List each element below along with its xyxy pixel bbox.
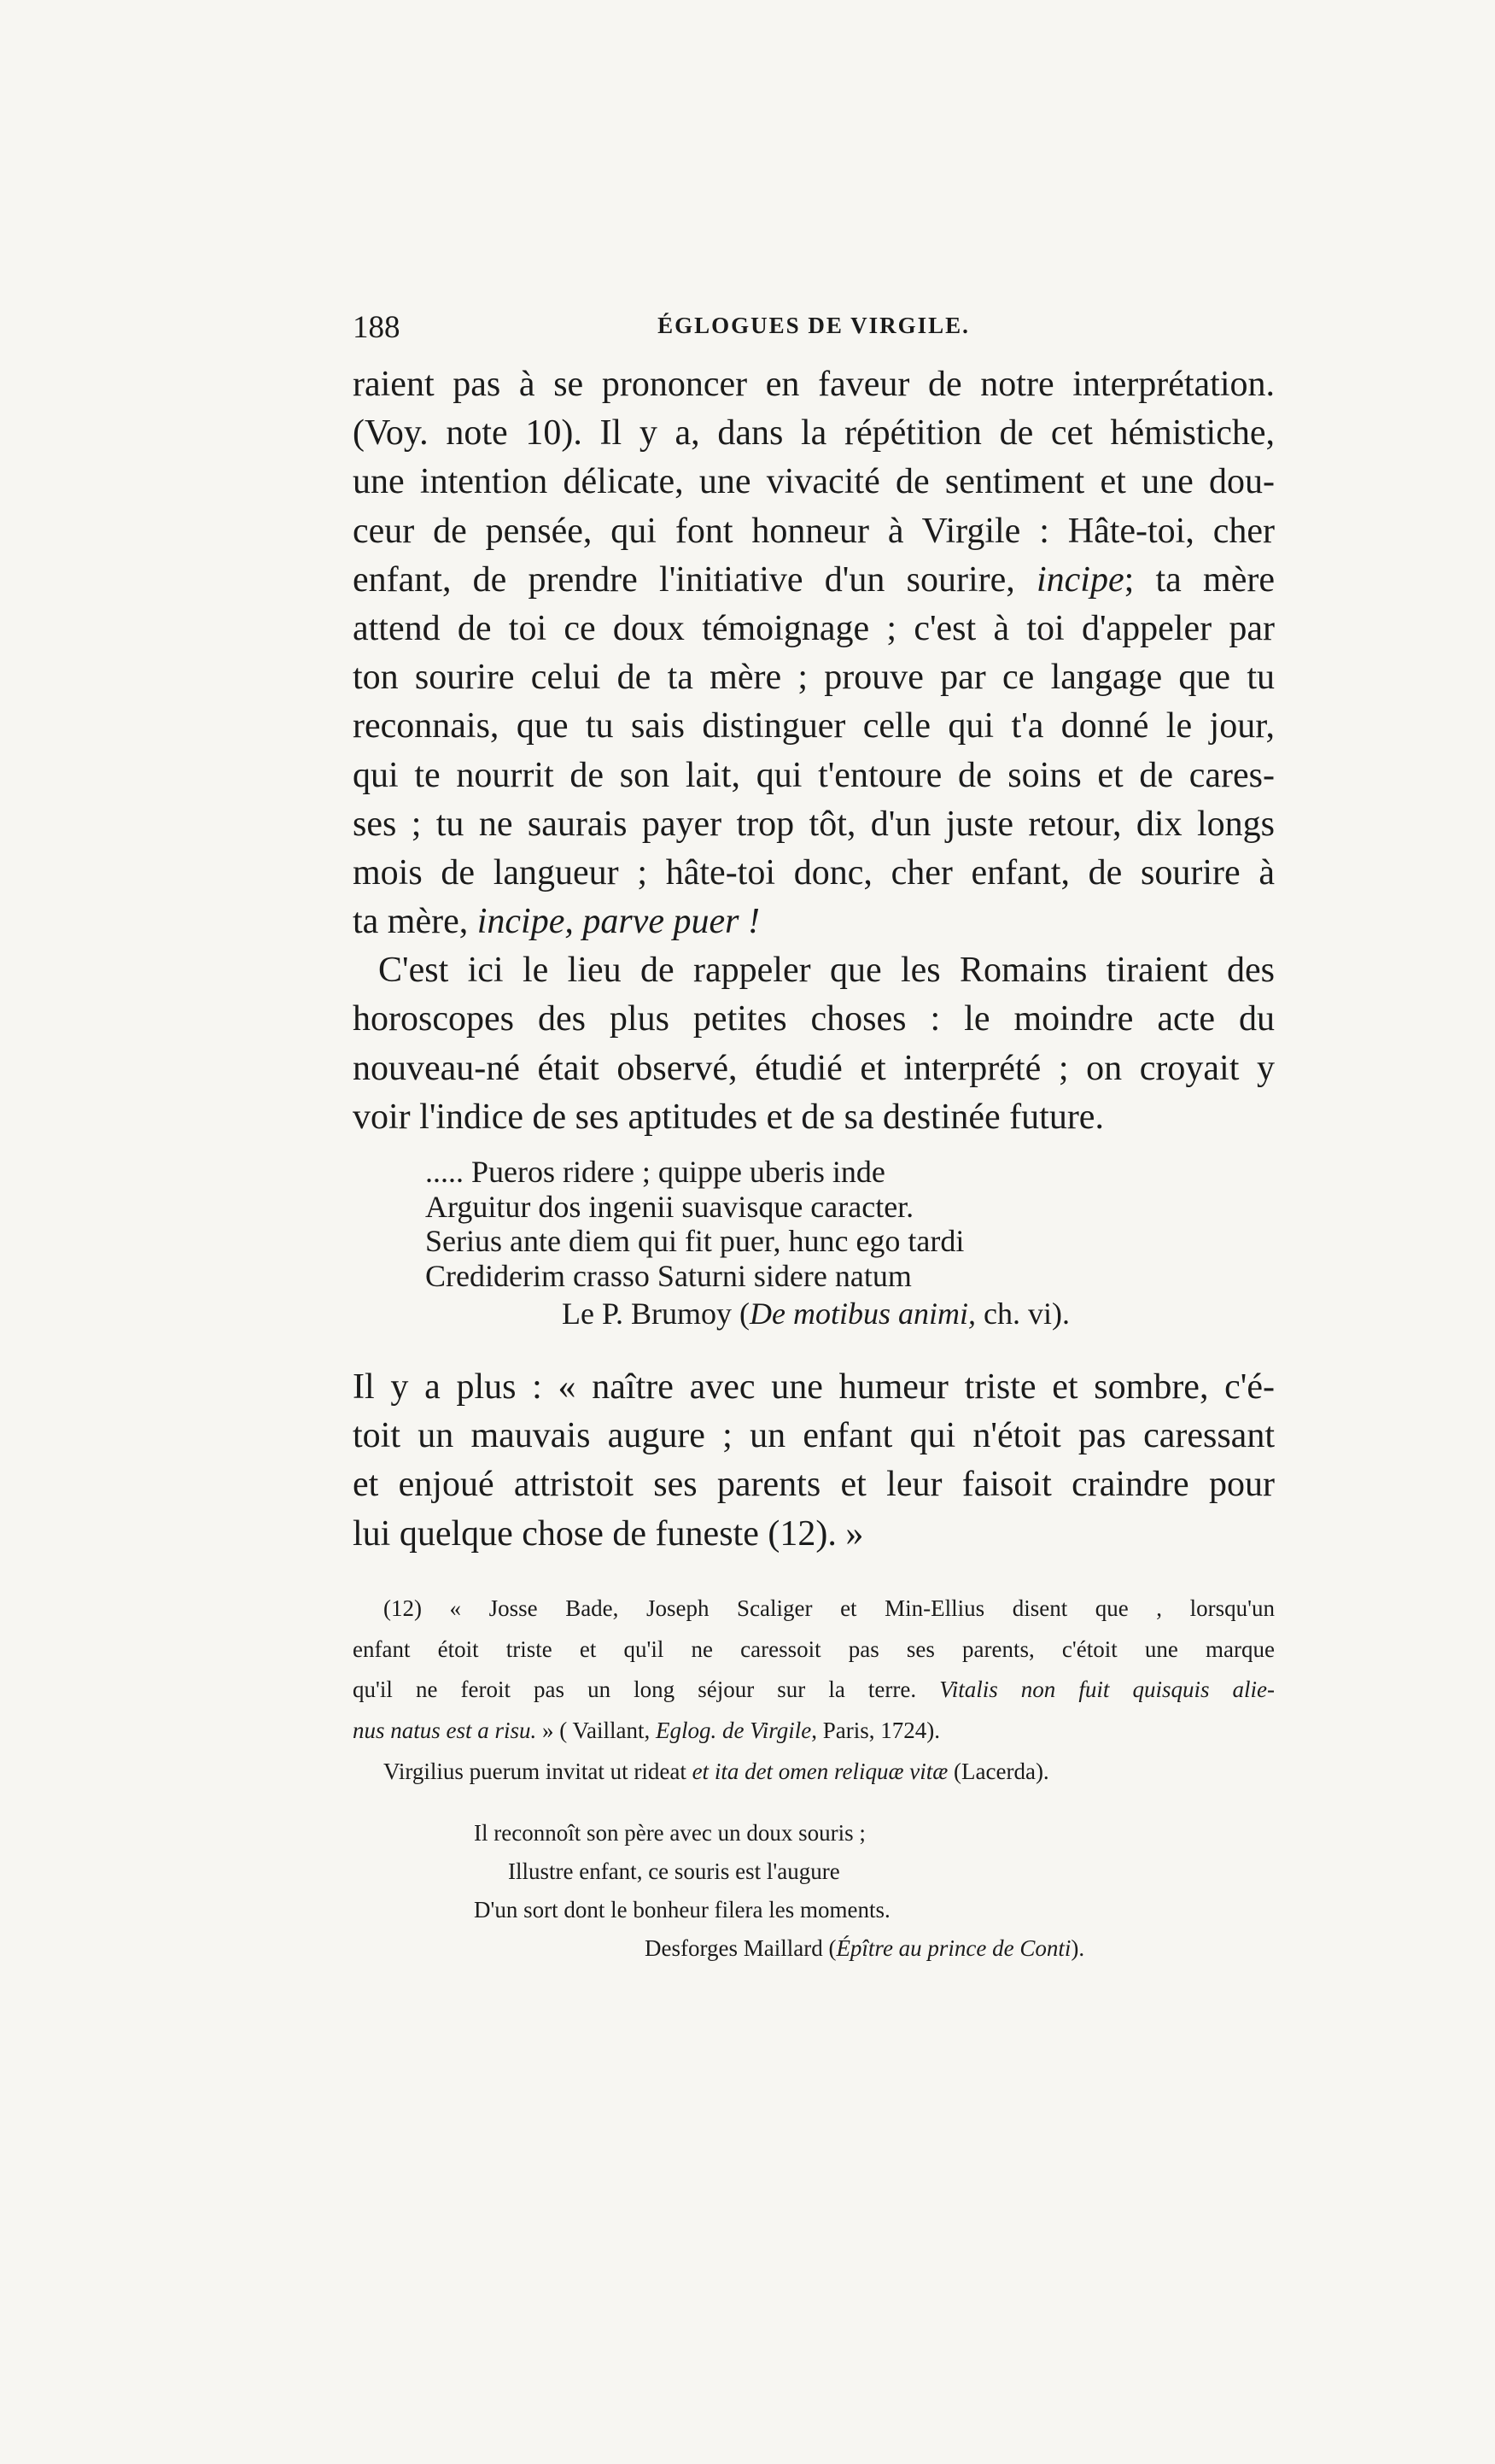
footnote-verse xyxy=(474,1814,1276,1968)
footnote-verse-attribution: Desforges Maillard (Épître au prince de Conti). xyxy=(645,1935,1085,1961)
text-line: ta mère, incipe, parve puer ! xyxy=(353,902,760,942)
text-line: toit un mauvais augure ; un enfant qui n'étoit pas caressant xyxy=(353,1416,1275,1456)
text-line: ses ; tu ne saurais payer trop tôt, d'un juste retour, dix longs xyxy=(353,804,1275,844)
footnote xyxy=(353,1589,1275,1792)
footnote-line: nus natus est a risu. » ( Vaillant, Eglog. de Virgile, Paris, 1724). xyxy=(353,1718,940,1744)
italic-quote: incipe, parve puer ! xyxy=(476,902,760,942)
text-line: raient pas à se prononcer en faveur de notre interprétation. xyxy=(353,365,1275,404)
running-title: ÉGLOGUES DE VIRGILE. xyxy=(657,313,970,338)
verse-line: ..... Pueros ridere ; quippe uberis inde xyxy=(425,1155,885,1189)
page-header xyxy=(353,309,1275,347)
verse-line: Crediderim crasso Saturni sidere natum xyxy=(425,1258,912,1293)
text-line: horoscopes des plus petites choses : le moindre acte du xyxy=(353,999,1275,1039)
main-text xyxy=(353,360,1275,1142)
text-line: lui quelque chose de funeste (12). » xyxy=(353,1513,864,1554)
footnote-line: Virgilius puerum invitat ut rideat et ita det omen reliquæ vitæ (Lacerda). xyxy=(383,1758,1049,1784)
text-line: une intention délicate, une vivacité de sentiment et une dou- xyxy=(353,462,1275,502)
footnote-line: (12) « Josse Bade, Joseph Scaliger et Min-Ellius disent que , lorsqu'un xyxy=(383,1595,1275,1621)
italic-incipe: incipe xyxy=(1036,559,1124,600)
text-line: Il y a plus : « naître avec une humeur triste et sombre, c'é- xyxy=(353,1367,1275,1407)
verse-line: Arguitur dos ingenii suavisque caracter. xyxy=(425,1189,914,1224)
text-line: nouveau-né était observé, étudié et interprété ; on croyait y xyxy=(353,1048,1275,1088)
verse-attribution: Le P. Brumoy (De motibus animi, ch. vi). xyxy=(562,1296,1070,1331)
footnote-line: qu'il ne feroit pas un long séjour sur la terre. Vitalis non fuit quisquis alie- xyxy=(353,1677,1276,1703)
text-line: qui te nourrit de son lait, qui t'entoure de soins et de cares- xyxy=(353,755,1275,795)
latin-verse xyxy=(425,1155,1279,1331)
text-line: C'est ici le lieu de rappeler que les Romains tiraient des xyxy=(378,951,1275,991)
text-line: mois de langueur ; hâte-toi donc, cher enfant, de sourire à xyxy=(353,852,1275,893)
text-line: et enjoué attristoit ses parents et leur faisoit craindre pour xyxy=(353,1465,1275,1505)
text-line: voir l'indice de ses aptitudes et de sa destinée future. xyxy=(353,1097,1104,1137)
footnote-verse-line: Il reconnoît son père avec un doux souris ; xyxy=(474,1820,866,1846)
text-line: reconnais, que tu sais distinguer celle qui t'a donné le jour, xyxy=(353,706,1275,746)
page-number: 188 xyxy=(353,310,400,345)
footnote-verse-line: D'un sort dont le bonheur filera les moments. xyxy=(474,1897,891,1923)
main-text-continued xyxy=(353,1363,1275,1559)
footnote-line: enfant étoit triste et qu'il ne caressoit pas ses parents, c'étoit une marque xyxy=(353,1636,1275,1662)
verse-line: Serius ante diem qui fit puer, hunc ego tardi xyxy=(425,1224,965,1258)
text-line: ceur de pensée, qui font honneur à Virgile : Hâte-toi, cher xyxy=(353,511,1275,551)
text-line: attend de toi ce doux témoignage ; c'est à toi d'appeler par xyxy=(353,608,1275,648)
text-line: ton sourire celui de ta mère ; prouve par ce langage que tu xyxy=(353,658,1275,698)
text-line: (Voy. note 10). Il y a, dans la répétition de cet hémistiche, xyxy=(353,413,1275,454)
text-line: enfant, de prendre l'initiative d'un sourire, incipe; ta mère xyxy=(353,559,1275,600)
footnote-verse-line: Illustre enfant, ce souris est l'augure xyxy=(508,1858,840,1884)
